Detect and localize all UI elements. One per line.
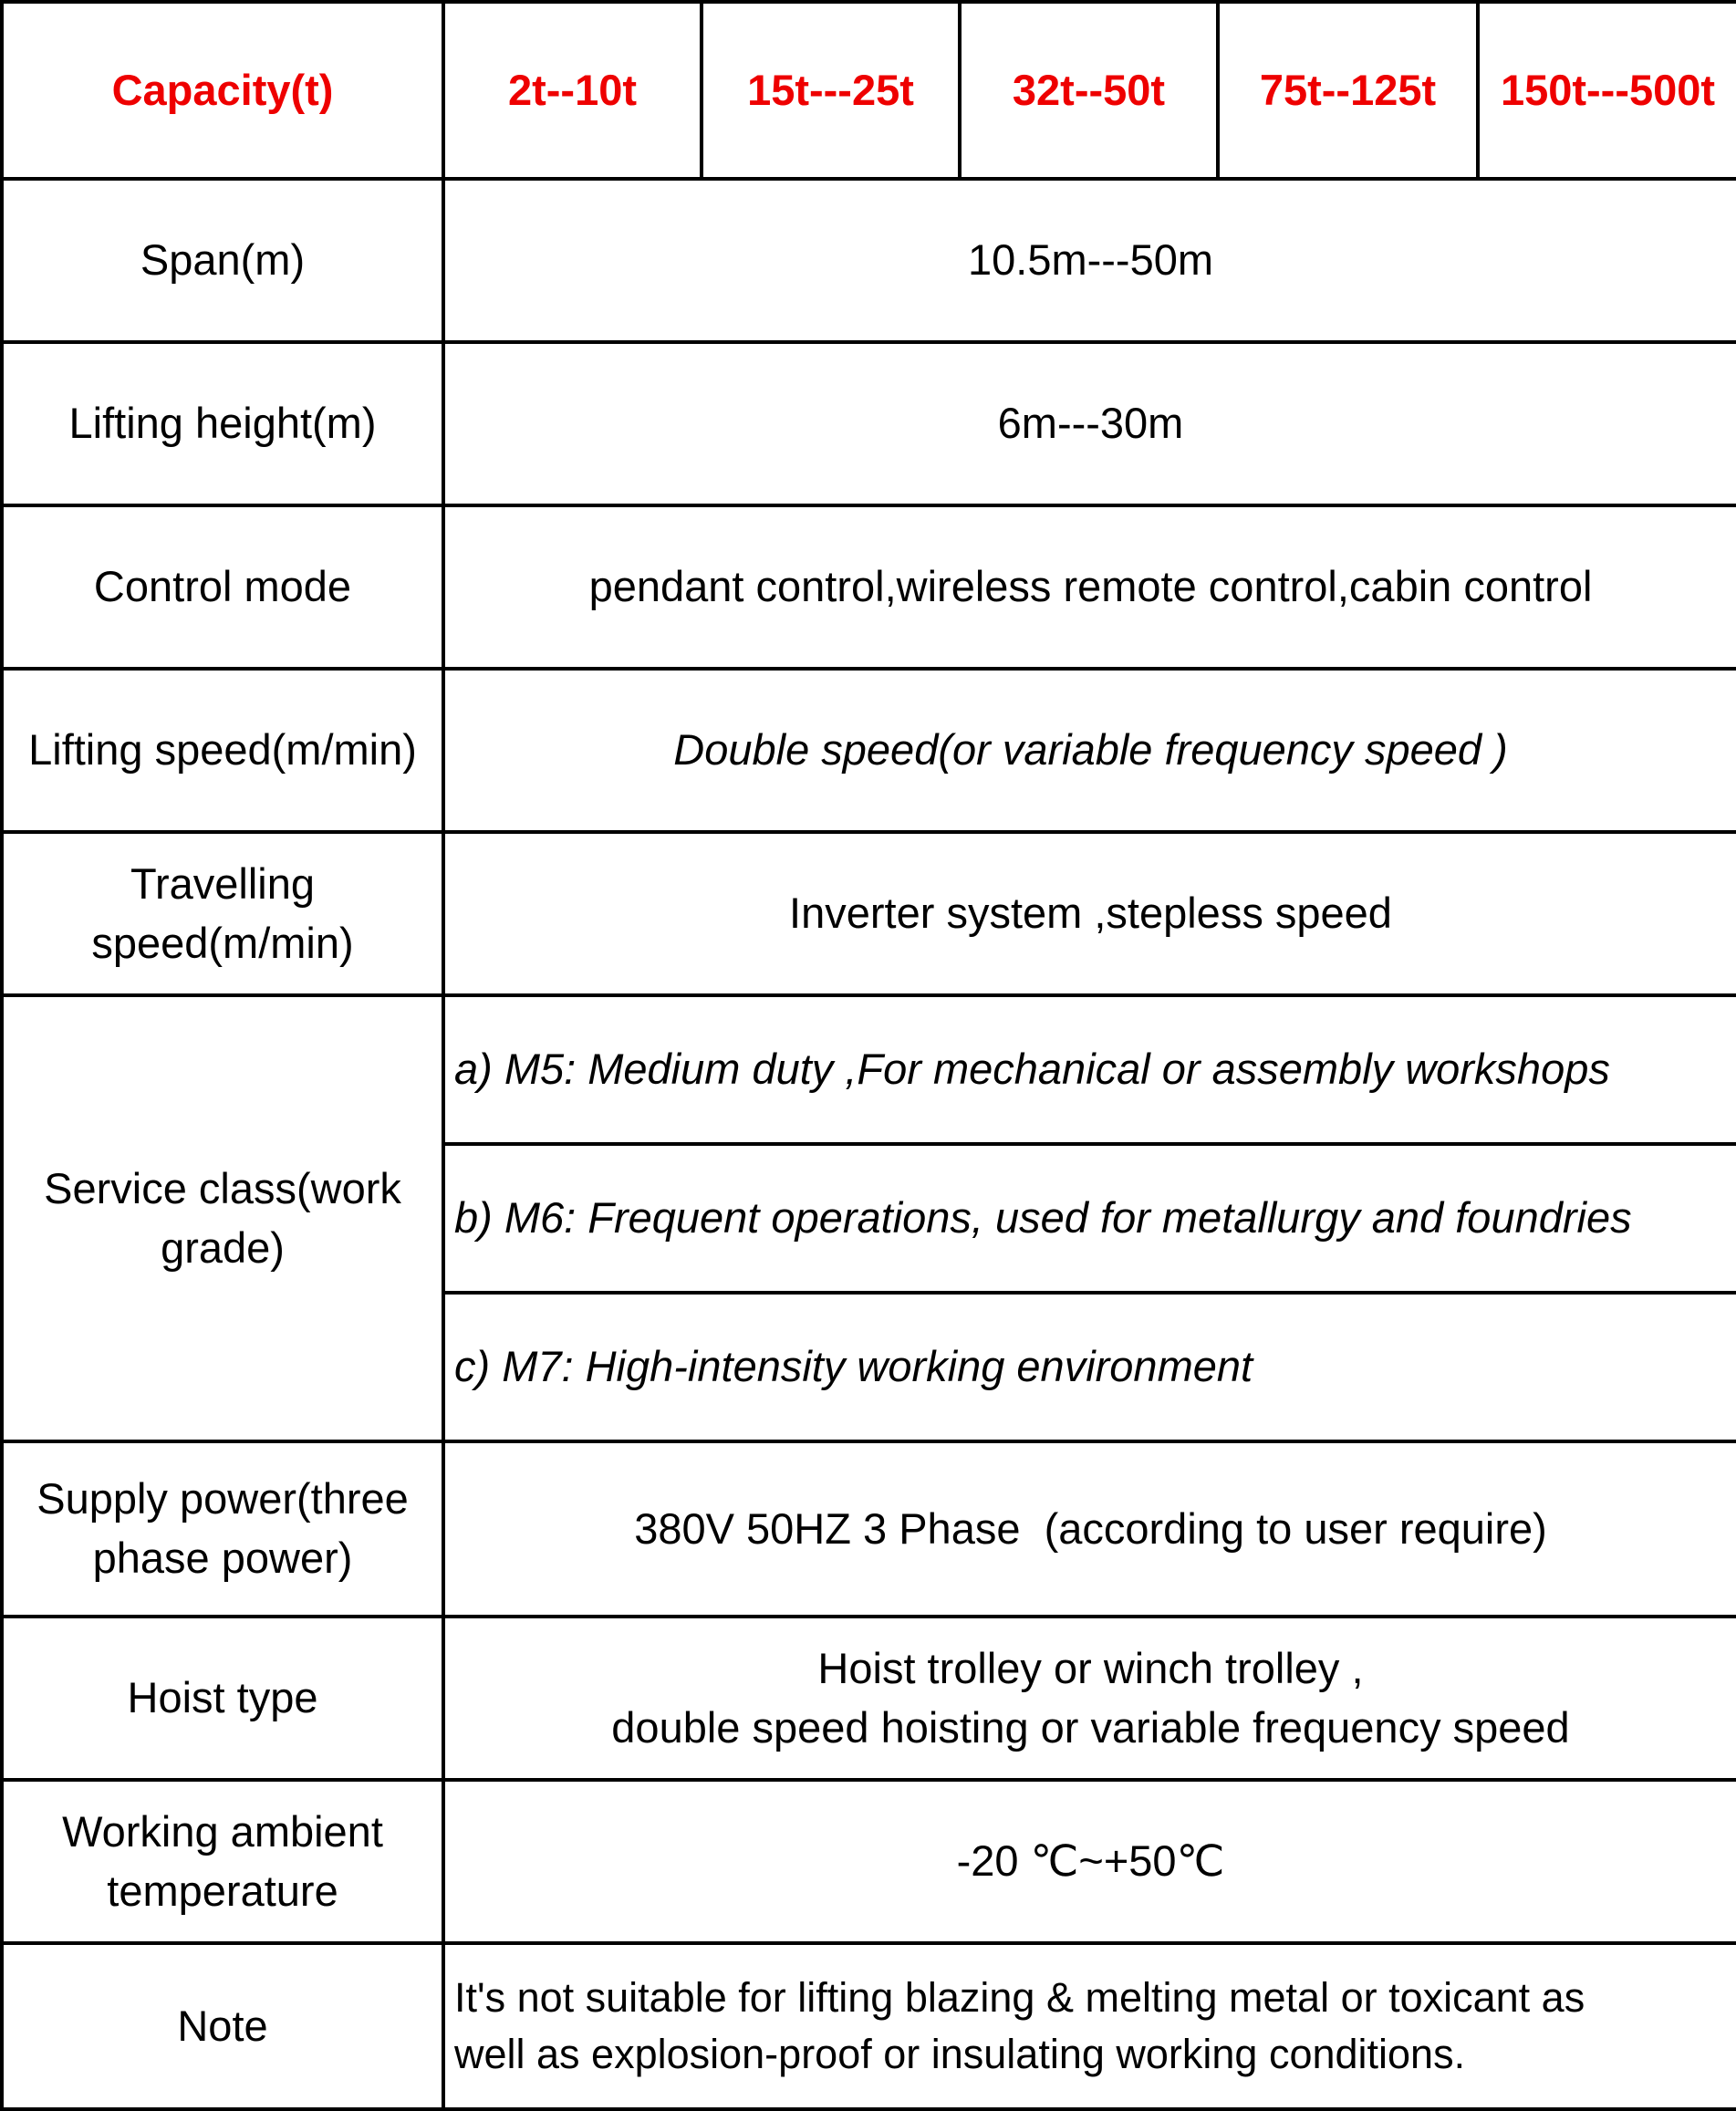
lifting-height-value: 6m---30m bbox=[443, 342, 1736, 505]
service-class-label bbox=[2, 995, 443, 1441]
table-row-span bbox=[2, 179, 1736, 342]
table-row-service-class-a bbox=[2, 995, 1736, 1144]
hoist-type-value bbox=[443, 1617, 1736, 1780]
table-row-control-mode bbox=[2, 505, 1736, 669]
table-row-ambient-temp bbox=[2, 1780, 1736, 1943]
capacity-75-125t: 75t--125t bbox=[1218, 2, 1478, 179]
service-class-label-line2: grade) bbox=[161, 1222, 285, 1272]
hoist-type-label: Hoist type bbox=[2, 1617, 443, 1780]
capacity-2-10t: 2t--10t bbox=[443, 2, 702, 179]
supply-power-label-line2: phase power) bbox=[92, 1534, 353, 1582]
lifting-height-label: Lifting height(m) bbox=[2, 342, 443, 505]
service-class-option-m7: c) M7: High-intensity working environment bbox=[443, 1293, 1736, 1441]
lifting-speed-value: Double speed(or variable frequency speed ) bbox=[443, 669, 1736, 832]
control-mode-value: pendant control,wireless remote control,cabin control bbox=[443, 505, 1736, 669]
table-row-hoist-type bbox=[2, 1617, 1736, 1780]
ambient-temp-label-line1: Working ambient bbox=[62, 1806, 383, 1856]
capacity-header-label: Capacity(t) bbox=[2, 2, 443, 179]
travelling-speed-label-line2: speed(m/min) bbox=[91, 918, 354, 967]
ambient-temp-value: -20 ℃~+50℃ bbox=[443, 1780, 1736, 1943]
lifting-speed-label: Lifting speed(m/min) bbox=[2, 669, 443, 832]
table-row-lifting-speed bbox=[2, 669, 1736, 832]
control-mode-label: Control mode bbox=[2, 505, 443, 669]
note-value-line2: well as explosion-proof or insulating working conditions. bbox=[454, 2031, 1466, 2077]
service-class-option-m5: a) M5: Medium duty ,For mechanical or assembly workshops bbox=[443, 995, 1736, 1144]
span-label: Span(m) bbox=[2, 179, 443, 342]
table-row-supply-power bbox=[2, 1441, 1736, 1617]
ambient-temp-label bbox=[2, 1780, 443, 1943]
table-row-note bbox=[2, 1943, 1736, 2109]
capacity-15-25t: 15t---25t bbox=[702, 2, 960, 179]
service-class-label-line1: Service class(work bbox=[44, 1163, 401, 1212]
travelling-speed-label bbox=[2, 832, 443, 995]
header-row bbox=[2, 2, 1736, 179]
supply-power-value: 380V 50HZ 3 Phase (according to user require) bbox=[443, 1441, 1736, 1617]
hoist-type-value-line1: Hoist trolley or winch trolley , bbox=[817, 1643, 1364, 1692]
note-label: Note bbox=[2, 1943, 443, 2109]
note-value-line1: It's not suitable for lifting blazing & melting metal or toxicant as bbox=[454, 1973, 1585, 2021]
hoist-type-value-line2: double speed hoisting or variable frequency speed bbox=[611, 1702, 1570, 1752]
supply-power-label-line1: Supply power(three bbox=[36, 1474, 409, 1523]
table-row-lifting-height bbox=[2, 342, 1736, 505]
service-class-option-m6: b) M6: Frequent operations, used for metallurgy and foundries bbox=[443, 1144, 1736, 1293]
travelling-speed-value: Inverter system ,stepless speed bbox=[443, 832, 1736, 995]
travelling-speed-label-line1: Travelling bbox=[130, 858, 315, 908]
ambient-temp-label-line2: temperature bbox=[107, 1866, 338, 1915]
supply-power-label bbox=[2, 1441, 443, 1617]
table-row-travelling-speed bbox=[2, 832, 1736, 995]
capacity-32-50t: 32t--50t bbox=[960, 2, 1218, 179]
span-value: 10.5m---50m bbox=[443, 179, 1736, 342]
note-value bbox=[443, 1943, 1736, 2109]
capacity-150-500t: 150t---500t bbox=[1478, 2, 1736, 179]
